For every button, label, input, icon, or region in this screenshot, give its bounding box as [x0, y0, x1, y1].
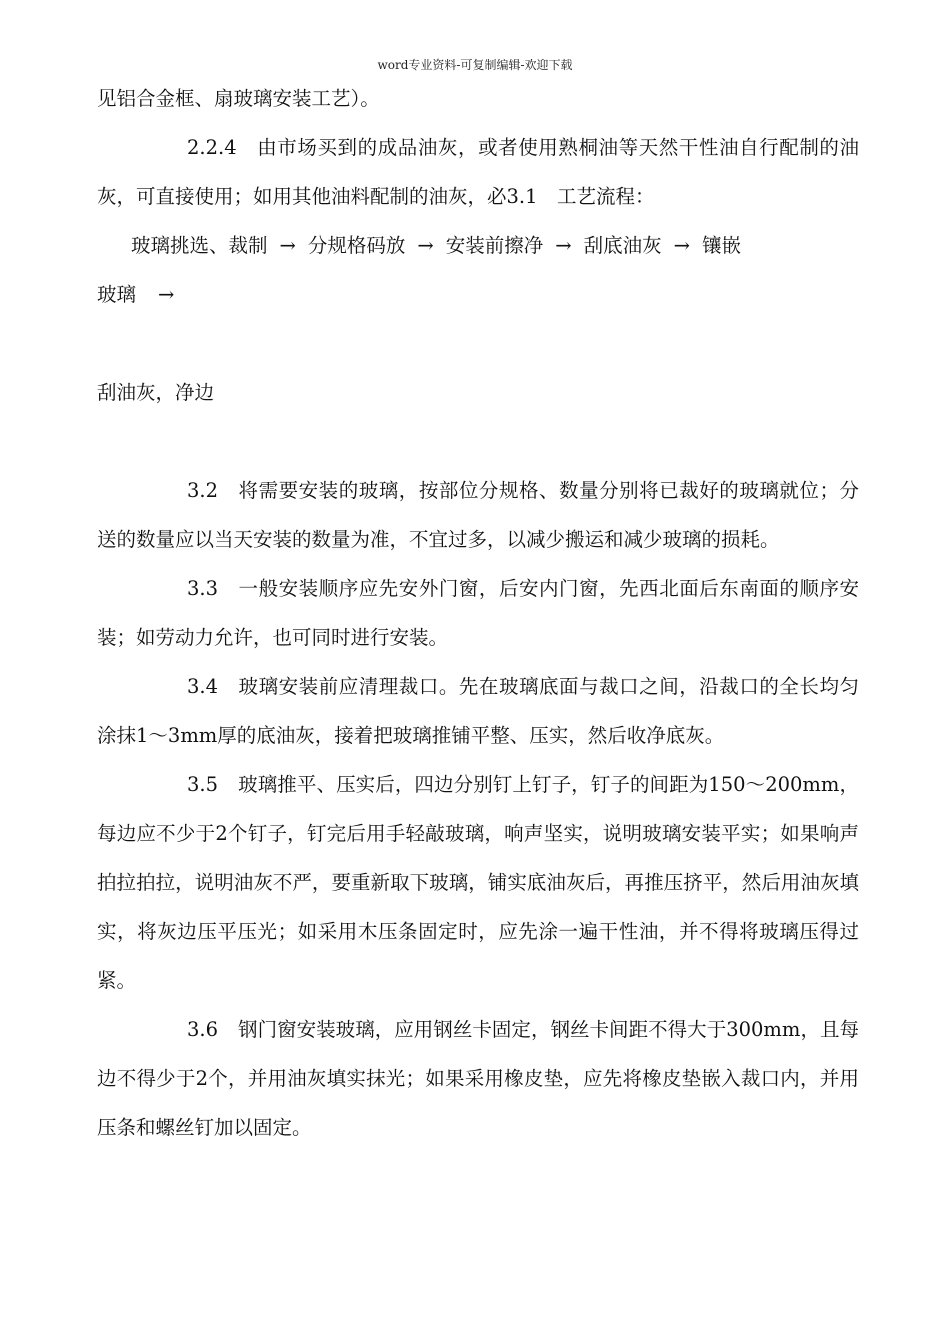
- paragraph-text: 玻璃安装前应清理裁口。先在玻璃底面与裁口之间，沿裁口的全长均匀涂抹1～3mm厚的底油灰，接着把玻璃推铺平整、压实，然后收净底灰。: [97, 675, 859, 747]
- paragraph-text: 钢门窗安装玻璃，应用钢丝卡固定，钢丝卡间距不得大于300mm，且每边不得少于2个，并用油灰填实抹光；如果采用橡皮垫，应先将橡皮垫嵌入裁口内，并用压条和螺丝钉加以固定。: [97, 1018, 859, 1139]
- flow-step-6: 玻璃: [97, 283, 137, 306]
- flow-arrow-icon: →: [555, 234, 572, 257]
- paragraph-text: 将需要安装的玻璃，按部位分规格、数量分别将已裁好的玻璃就位；分送的数量应以当天安装的数量为准，不宜过多，以减少搬运和减少玻璃的损耗。: [97, 479, 859, 551]
- flow-step-5: 镶嵌: [701, 234, 741, 257]
- flow-arrow-icon: →: [158, 283, 175, 306]
- process-flow: [97, 221, 859, 270]
- paragraph-number: 3.4: [187, 675, 219, 698]
- process-flow-continued: [97, 270, 859, 319]
- paragraph-3-4: [97, 662, 859, 760]
- page-header: word专业资料-可复制编辑-欢迎下载: [377, 58, 573, 72]
- flow-step-2: 分规格码放: [307, 234, 406, 257]
- flow-step-1: 玻璃挑选、裁制: [131, 234, 268, 257]
- paragraph-text: 由市场买到的成品油灰，或者使用熟桐油等天然干性油自行配制的油灰，可直接使用；如用其他油料配制的油灰，必3.1 工艺流程：: [97, 136, 859, 208]
- intro-line: 见铝合金框、扇玻璃安装工艺）。: [97, 87, 380, 110]
- paragraph-2-2-4: [97, 123, 859, 221]
- paragraph-number: 3.6: [187, 1018, 219, 1041]
- flow-arrow-icon: →: [417, 234, 434, 257]
- paragraph-3-2: [97, 466, 859, 564]
- document-body: [97, 74, 859, 1152]
- paragraph-number: 3.5: [187, 773, 219, 796]
- paragraph-3-5: [97, 760, 859, 1005]
- paragraph-number: 3.3: [187, 577, 219, 600]
- flow-end-line: 刮油灰，净边: [97, 381, 215, 404]
- paragraph-number: 2.2.4: [187, 136, 237, 159]
- flow-step-4: 刮底油灰: [583, 234, 662, 257]
- flow-step-3: 安装前擦净: [445, 234, 544, 257]
- paragraph-3-3: [97, 564, 859, 662]
- flow-arrow-icon: →: [673, 234, 690, 257]
- paragraph-3-6: [97, 1005, 859, 1152]
- flow-arrow-icon: →: [279, 234, 296, 257]
- paragraph-text: 一般安装顺序应先安外门窗，后安内门窗，先西北面后东南面的顺序安装；如劳动力允许，也可同时进行安装。: [97, 577, 859, 649]
- paragraph-text: 玻璃推平、压实后，四边分别钉上钉子，钉子的间距为150～200mm，每边应不少于2个钉子，钉完后用手轻敲玻璃，响声坚实，说明玻璃安装平实；如果响声拍拉拍拉，说明油灰不严，要重新取下玻璃，铺实底油灰后，再推压挤平，然后用油灰填实，将灰边压平压光；如采用木压条固定时，应先涂一遍干性油，并不得将玻璃压得过紧。: [97, 773, 859, 992]
- paragraph-number: 3.2: [187, 479, 219, 502]
